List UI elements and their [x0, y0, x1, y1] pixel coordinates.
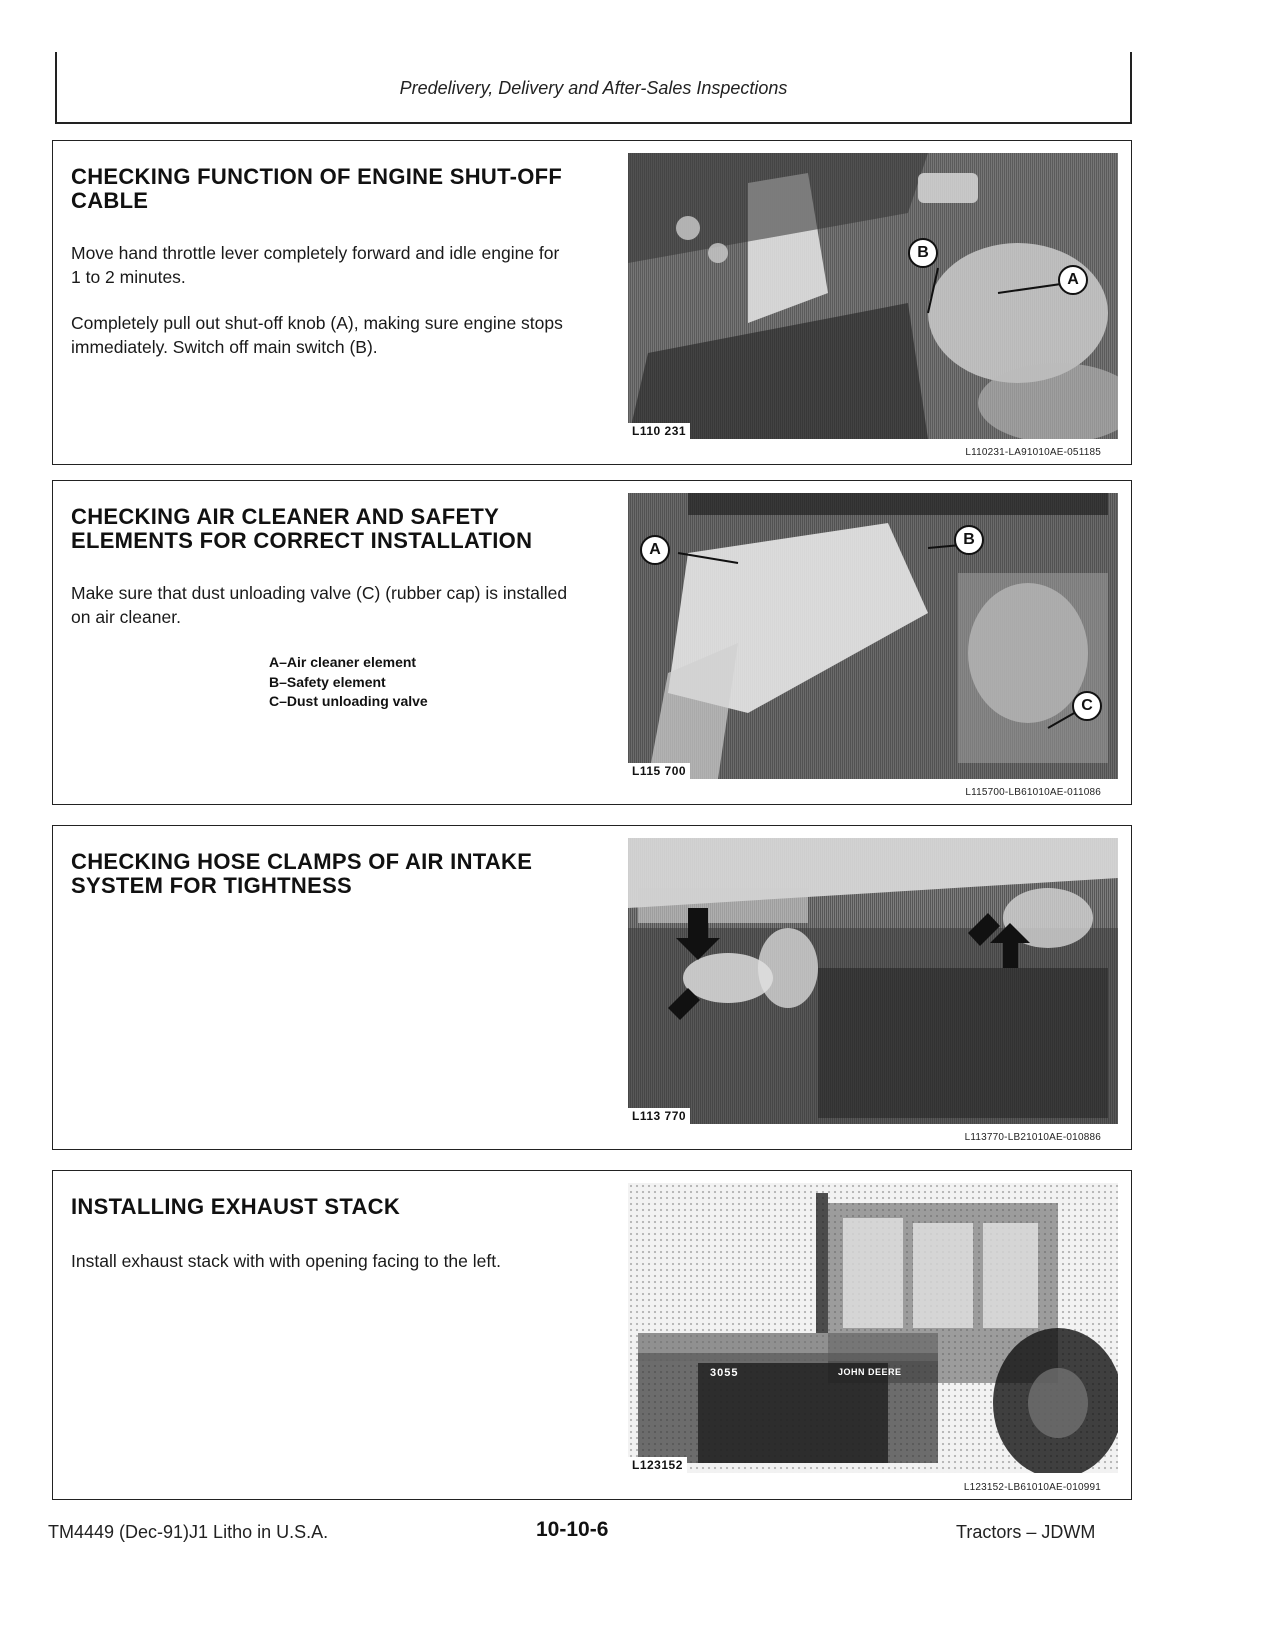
- callout-label: A: [1058, 265, 1088, 295]
- reference-code: L123152-LB61010AE-010991: [963, 1482, 1101, 1493]
- section-engine-shutoff: [52, 140, 1132, 465]
- section-hose-clamps: [52, 825, 1132, 1150]
- section-title: CHECKING AIR CLEANER AND SAFETY ELEMENTS FOR CORRECT INSTALLATION: [71, 504, 533, 553]
- photo-label: L110 231: [628, 423, 690, 439]
- section-paragraph: Install exhaust stack with with opening facing to the left.: [71, 1251, 501, 1271]
- section-paragraph: Completely pull out shut-off knob (A), making sure engine stops immediately. Switch off main switch (B).: [71, 313, 563, 357]
- section-title: CHECKING HOSE CLAMPS OF AIR INTAKE SYSTEM FOR TIGHTNESS: [71, 849, 533, 898]
- section-paragraph: Move hand throttle lever completely forward and idle engine for 1 to 2 minutes.: [71, 243, 560, 287]
- photo-label: L113 770: [628, 1108, 690, 1124]
- footer-product: Tractors – JDWM: [956, 1522, 1096, 1542]
- section-title: INSTALLING EXHAUST STACK: [71, 1194, 401, 1219]
- photo-label: L123152: [628, 1457, 687, 1473]
- photo-label: L115 700: [628, 763, 690, 779]
- header-title: Predelivery, Delivery and After-Sales Inspections: [399, 78, 788, 98]
- hood-brand-text: JOHN DEERE: [838, 1367, 902, 1377]
- air-cleaner-photo: [628, 493, 1118, 779]
- reference-code: L113770-LB21010AE-010886: [964, 1132, 1101, 1143]
- callout-label: B: [908, 238, 938, 268]
- callout-label: A: [640, 535, 670, 565]
- engine-shutoff-photo: [628, 153, 1118, 439]
- hose-clamps-photo: [628, 838, 1118, 1124]
- callout-label: B: [954, 525, 984, 555]
- footer-manual-id: TM4449 (Dec-91)J1 Litho in U.S.A.: [48, 1522, 329, 1542]
- legend-item: B–Safety element: [269, 673, 386, 690]
- section-paragraph: Make sure that dust unloading valve (C) (rubber cap) is installed on air cleaner.: [71, 583, 568, 627]
- page-header: [55, 52, 1132, 124]
- callout-label: C: [1072, 691, 1102, 721]
- hood-model-number: 3055: [710, 1367, 739, 1379]
- footer-page-number: 10-10-6: [536, 1518, 609, 1541]
- legend-item: C–Dust unloading valve: [269, 693, 428, 709]
- parts-legend: [269, 653, 428, 712]
- exhaust-stack-photo: [628, 1183, 1118, 1473]
- section-air-cleaner: [52, 480, 1132, 805]
- reference-code: L115700-LB61010AE-011086: [965, 787, 1101, 798]
- legend-item: A–Air cleaner element: [269, 654, 417, 670]
- reference-code: L110231-LA91010AE-051185: [965, 447, 1101, 458]
- section-title: CHECKING FUNCTION OF ENGINE SHUT-OFF CABLE: [71, 164, 563, 213]
- section-exhaust-stack: [52, 1170, 1132, 1500]
